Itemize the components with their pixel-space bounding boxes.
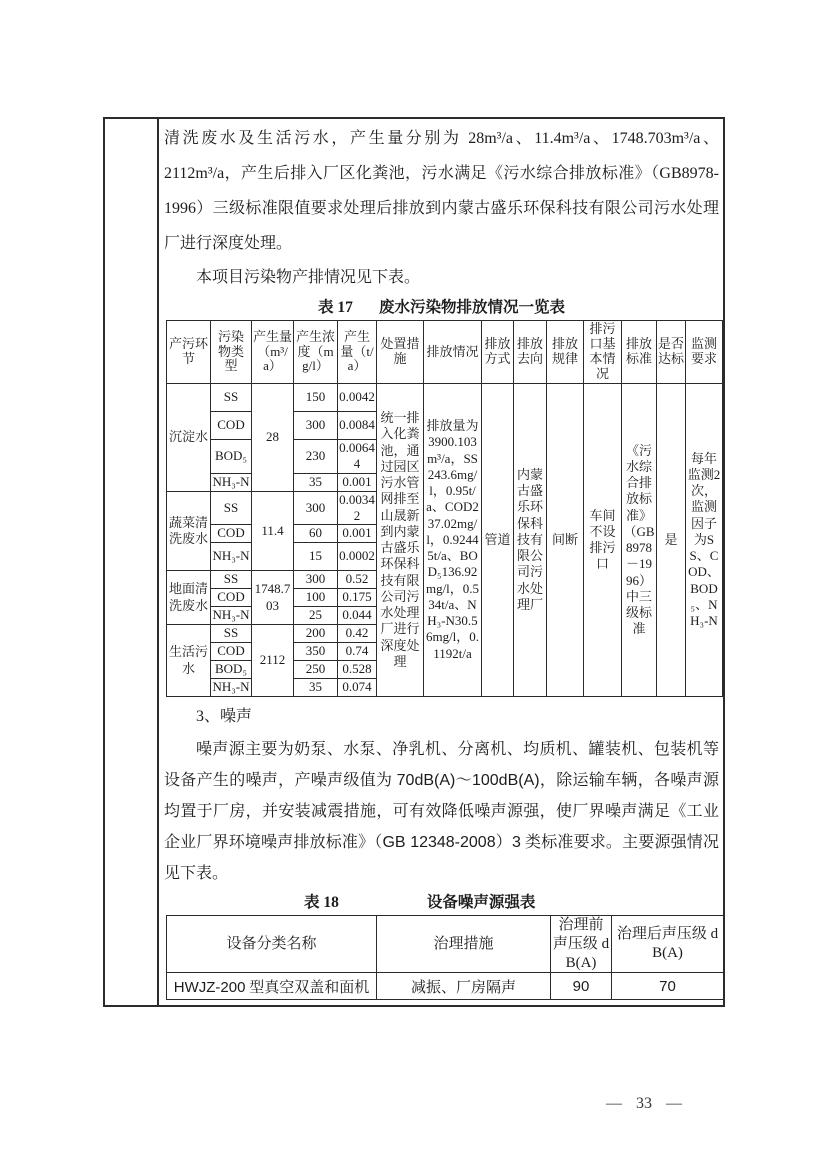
table17-caption: 废水污染物排放情况一览表	[378, 299, 565, 316]
t17-pollutant-cell: BOD₅	[211, 440, 252, 474]
t17-concentration-cell: 300	[294, 412, 338, 440]
footer-right-dash: —	[666, 1095, 682, 1112]
t17-stage-cell: 生活污水	[167, 625, 211, 697]
equipment-noise-table	[166, 915, 723, 1000]
t18-header-equipment: 设备分类名称	[167, 916, 377, 973]
t18-after-cell: 70	[612, 973, 724, 1000]
form-outer-table	[103, 117, 725, 1007]
t17-discharge-cell: 排放量为3900.103m³/a，SS243.6mg/l，0.95t/a、COD237.02mg/l，0.92445t/a、BOD₅136.92mg/l，0.534t/a、NH₃-N30.56mg/l，0.1192t/a	[424, 384, 482, 697]
t17-header-outlet: 排污口基本情况	[584, 321, 622, 384]
t17-quantity-cell: 0.0042	[338, 384, 377, 412]
t17-quantity-cell: 0.00342	[339, 491, 375, 523]
t17-concentration-cell: 300	[294, 571, 338, 589]
t17-pollutant-cell: SS	[211, 491, 252, 525]
t18-header-row	[167, 916, 724, 973]
t18-before-cell: 90	[551, 973, 612, 1000]
table18-title	[164, 893, 719, 913]
t17-header-pollutant-type: 污染物类型	[211, 321, 252, 384]
t17-pollutant-cell: COD	[211, 589, 252, 607]
t18-measure-cell: 减振、厂房隔声	[377, 973, 551, 1000]
t18-header-after: 治理后声压级 dB(A)	[612, 916, 724, 973]
t17-stage-cell: 沉淀水	[167, 384, 211, 492]
table-row	[167, 384, 723, 412]
t17-standard-cell: 《污水综合排放标准》（GB8978－1996）中三级标准	[622, 384, 657, 697]
t17-header-destination: 排放去向	[514, 321, 547, 384]
t17-concentration-cell: 100	[294, 589, 338, 607]
t17-quantity-cell: 0.074	[338, 679, 377, 697]
footer-page-value: 33	[636, 1095, 652, 1112]
t17-header-pattern: 排放规律	[547, 321, 584, 384]
t17-disposal-cell: 统一排入化粪池，通过园区污水管网排至山晟新到内蒙古盛乐环保科技有限公司污水处理厂进行深度处理	[377, 384, 424, 697]
intro-note: 本项目污染物产排情况见下表。	[196, 269, 421, 286]
form-content-cell	[159, 119, 723, 1005]
t17-quantity-cell: 0.001	[338, 473, 377, 491]
noise-heading: 3、噪声	[196, 708, 253, 725]
t17-quantity-cell: 0.001	[338, 525, 377, 543]
t17-pattern-cell: 间断	[547, 384, 584, 697]
t17-quantity-cell: 0.52	[338, 571, 377, 589]
t17-amount-cell: 11.4	[252, 491, 294, 571]
t17-monitor-cell: 每年监测2次，监测因子为SS、COD、BOD₅、NH₃-N	[686, 384, 723, 697]
t17-header-monitoring: 监测要求	[686, 321, 723, 384]
t17-concentration-cell: 350	[294, 643, 338, 661]
t17-quantity-cell: 0.74	[338, 643, 377, 661]
t17-quantity-cell: 0.0002	[338, 543, 377, 571]
t17-header-compliance: 是否达标	[657, 321, 686, 384]
page-number	[606, 1095, 756, 1113]
table18-label: 表 18	[304, 894, 339, 911]
t17-amount-cell: 28	[252, 384, 294, 492]
t17-concentration-cell: 300	[294, 491, 338, 525]
t17-pollutant-cell: NH₃-N	[211, 543, 252, 571]
t17-concentration-cell: 25	[294, 607, 338, 625]
form-left-column	[105, 119, 159, 1005]
t18-header-before: 治理前声压级 dB(A)	[551, 916, 612, 973]
footer-left-dash: —	[606, 1095, 622, 1112]
t17-pollutant-cell: NH₃-N	[211, 607, 252, 625]
noise-text-4: 类标准要求。主要源强情况见下表。	[164, 834, 719, 882]
t17-header-standard: 排放标准	[622, 321, 657, 384]
wastewater-discharge-table	[166, 320, 723, 697]
t17-pollutant-cell: SS	[211, 625, 252, 643]
t17-pollutant-cell: COD	[211, 412, 252, 440]
noise-paragraph	[164, 734, 719, 889]
t17-concentration-cell: 35	[294, 679, 338, 697]
t17-concentration-cell: 15	[294, 543, 338, 571]
t17-stage-cell: 蔬菜清洗废水	[167, 491, 211, 571]
t17-concentration-cell: 150	[294, 384, 338, 412]
t17-header-discharge: 排放情况	[424, 321, 482, 384]
t18-equipment-model: HWJZ-200	[173, 978, 246, 996]
t17-mode-cell: 管道	[482, 384, 514, 697]
t17-outlet-cell: 车间不设排污口	[584, 384, 622, 697]
t17-concentration-cell: 250	[294, 661, 338, 679]
noise-text-3: ）	[495, 834, 512, 851]
t17-pollutant-cell: SS	[211, 571, 252, 589]
t17-concentration-cell: 35	[294, 473, 338, 491]
t17-header-disposal: 处置措施	[377, 321, 424, 384]
noise-text-2: ，除运输车辆，各噪声源均置于厂房，并安装减震措施，可有效降低噪声源强，使厂界噪声满足《工业企业厂界环境噪声排放标准》（	[164, 772, 719, 851]
t17-pollutant-cell: NH₃-N	[211, 473, 252, 491]
t17-header-gen-quantity: 产生量（t/a）	[338, 321, 377, 384]
t17-header-mode: 排放方式	[482, 321, 514, 384]
noise-level-value: 70dB(A)～100dB(A)	[396, 772, 540, 789]
t17-header-row	[167, 321, 723, 384]
t17-pollutant-cell: BOD₅	[211, 661, 252, 679]
table17-title	[164, 298, 719, 318]
t17-stage-cell: 地面清洗废水	[167, 571, 211, 625]
t17-header-gen-concentration: 产生浓度（mg/l）	[294, 321, 338, 384]
t17-pollutant-cell: COD	[211, 643, 252, 661]
t17-pollutant-cell: NH₃-N	[211, 679, 252, 697]
noise-text-1: 噪声源主要为奶泵、水泵、净乳机、分离机、均质机、罐装机、包装机等设备产生的噪声，产噪声级值为	[164, 741, 719, 789]
intro-paragraph: 清洗废水及生活污水，产生量分别为 28m³/a、11.4m³/a、1748.703m³/a、2112m³/a，产生后排入厂区化粪池，污水满足《污水综合排放标准》（GB8978-1996）三级标准限值要求处理后排放到内蒙古盛乐环保科技有限公司污水处理厂进行深度处理。	[164, 130, 719, 252]
t17-pollutant-cell: SS	[211, 384, 252, 412]
t17-amount-cell: 1748.703	[252, 571, 294, 625]
t17-quantity-cell: 0.0084	[338, 412, 377, 440]
t18-equipment-cell	[167, 973, 377, 1000]
t17-quantity-cell: 0.528	[338, 661, 377, 679]
t17-pollutant-cell: COD	[211, 525, 252, 543]
t17-quantity-cell: 0.42	[338, 625, 377, 643]
table17-label: 表 17	[318, 299, 353, 316]
table18-caption: 设备噪声源强表	[426, 894, 536, 911]
t18-header-measure: 治理措施	[377, 916, 551, 973]
t17-compliance-cell: 是	[657, 384, 686, 697]
t17-quantity-cell: 0.175	[338, 589, 377, 607]
t17-concentration-cell: 60	[294, 525, 338, 543]
t17-concentration-cell: 230	[294, 440, 338, 474]
t17-header-gen-amount: 产生量（m³/a）	[252, 321, 294, 384]
t18-equipment-name: 型真空双盖和面机	[245, 979, 370, 996]
t17-header-stage: 产污环节	[167, 321, 211, 384]
noise-class-number: 3	[511, 834, 521, 851]
t17-concentration-cell: 200	[294, 625, 338, 643]
t17-quantity-cell: 0.044	[338, 607, 377, 625]
noise-standard-code: GB 12348-2008	[382, 834, 496, 851]
table-row	[167, 973, 724, 1000]
t17-amount-cell: 2112	[252, 625, 294, 697]
t17-quantity-cell: 0.00644	[339, 440, 375, 472]
t17-destination-cell: 内蒙古盛乐环保科技有限公司污水处理厂	[514, 384, 547, 697]
